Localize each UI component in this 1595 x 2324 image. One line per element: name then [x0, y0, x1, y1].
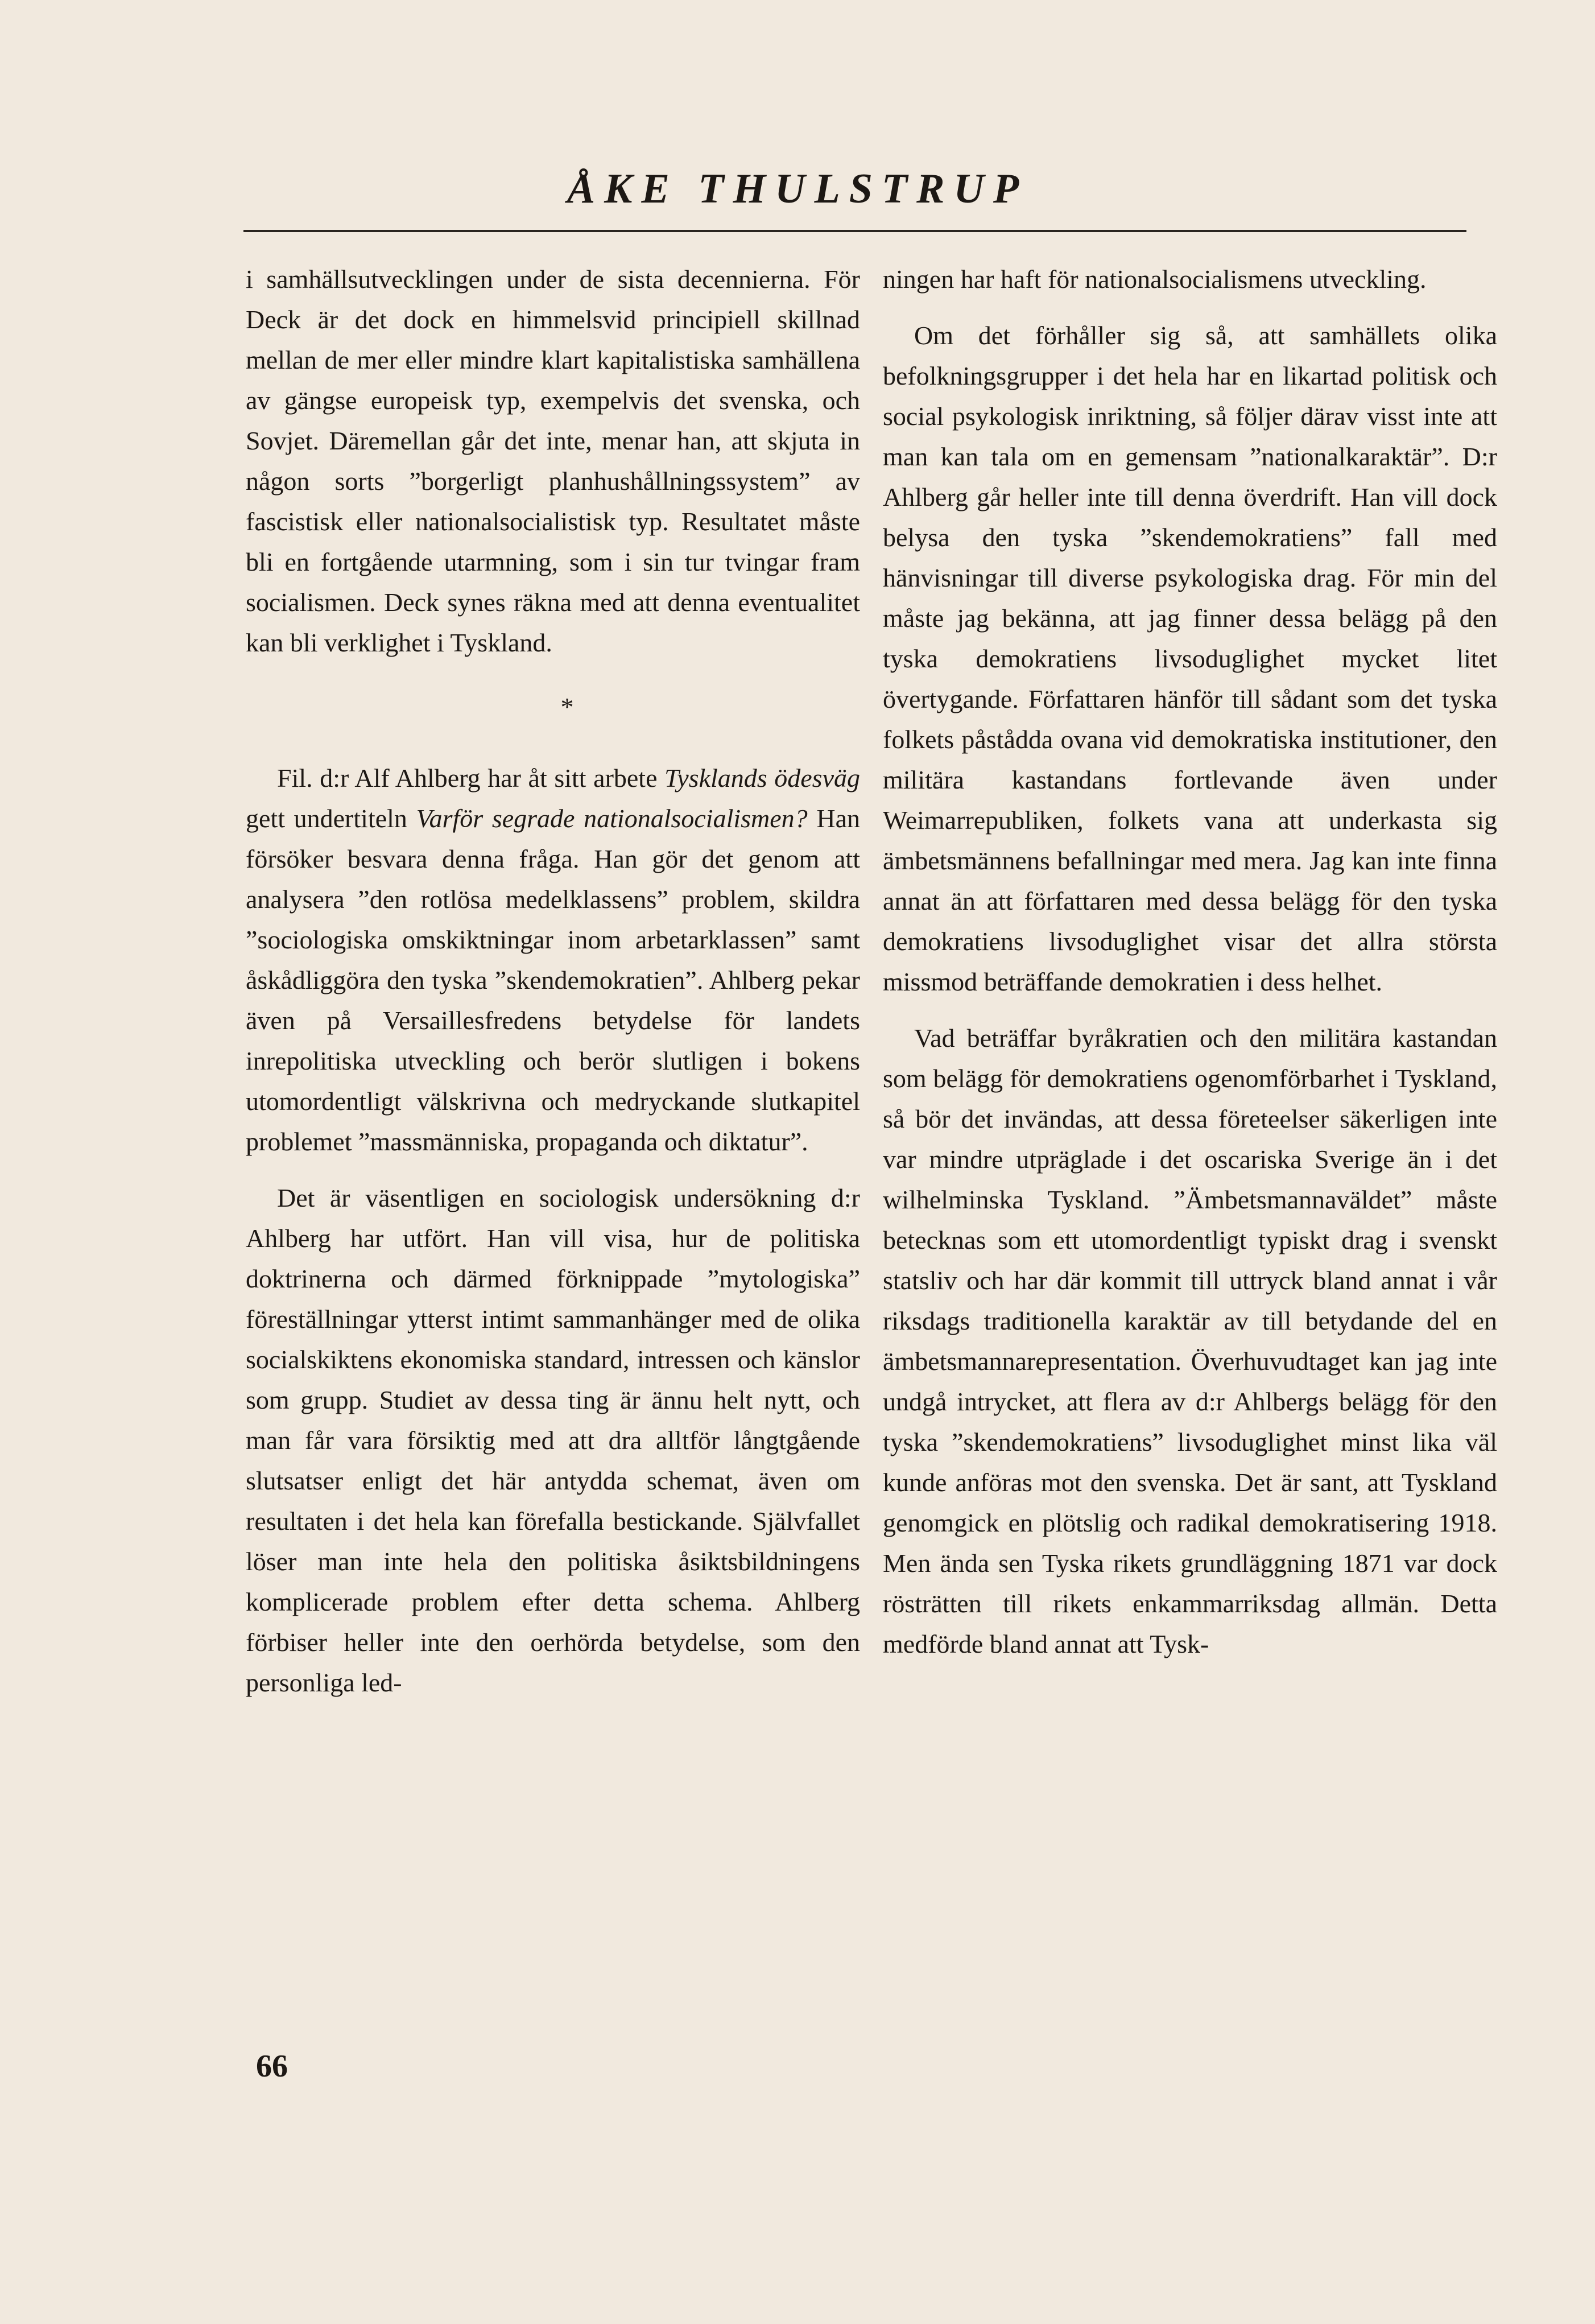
- text-span: gett undertiteln: [246, 804, 416, 833]
- paragraph: ningen har haft för nationalsocialismens utveckling.: [883, 265, 1427, 294]
- paragraph: i samhällsutvecklingen under de sista decennierna. För Deck är det dock en himmelsvid principiell skillnad mellan de mer eller mindre klart kapitalistiska samhällena av gängse europeisk typ, exempelvis det svenska, och Sovjet. Däremellan går det inte, menar han, att skjuta in någon sorts ”borgerligt planhushållningssystem” av fascistisk eller nationalsocialistisk typ. Resultatet måste bli en fortgående utarmning, som i sin tur tvingar fram socialismen. Deck synes räkna med att denna eventualitet kan bli verklighet i Tyskland.: [246, 265, 860, 657]
- text-span: Fil. d:r Alf Ahlberg har åt sitt arbete: [277, 763, 665, 792]
- paragraph: Det är väsentligen en sociologisk undersökning d:r Ahlberg har utfört. Han vill visa, hur de politiska doktrinerna och därmed förknippade ”mytologiska” föreställningar ytterst intimt sammanhänger med de olika socialskiktens ekonomiska standard, intressen och känslor som grupp. Studiet av dessa ting är ännu helt nytt, och man får vara försiktig med att dra alltför långtgående slutsatser enligt det här antydda schemat, även om resultaten i det hela kan förefalla bestickande. Självfallet löser man inte hela den politiska åsiktsbildningens komplicerade problem efter detta schema. Ahlberg förbiser heller inte den oerhörda betydelse, som den personliga led-: [246, 1183, 860, 1697]
- page-number: 66: [256, 2049, 288, 2084]
- paragraph: Om det förhåller sig så, att samhällets olika befolkningsgrupper i det hela har en likartad politisk och social psykologisk inriktning, så följer därav visst inte att man kan tala om en gemensam ”nationalkaraktär”. D:r Ahlberg går heller inte till denna överdrift. Han vill dock belysa den tyska ”skendemokratiens” fall med hänvisningar till diverse psykologiska drag. För min del måste jag bekänna, att jag finner dessa belägg på den tyska demokratiens livsoduglighet mycket litet övertygande. Författaren hänför till sådant som det tyska folkets påstådda ovana vid demokratiska institutioner, den militära kastandans fortlevande även under Weimarrepubliken, folkets vana att underkasta sig ämbetsmännens befallningar med mera. Jag kan inte finna annat än att författaren med dessa belägg för den tyska demokratiens livsoduglighet visar det allra största missmod beträffande demokratien i dess helhet.: [883, 321, 1497, 996]
- header-rule: [243, 230, 1466, 232]
- book-title: Tysklands ödesväg: [664, 763, 860, 792]
- left-column: [246, 259, 860, 1703]
- right-column: [883, 259, 1497, 1664]
- paragraph: [246, 758, 860, 1162]
- paragraph: Vad beträffar byråkratien och den militära kastandan som belägg för demokratiens ogenomförbarhet i Tyskland, så bör det invändas, att dessa företeelser säkerligen inte var mindre utpräglade i det oscariska Sverige än i det wilhelminska Tyskland. ”Ämbetsmannaväldet” måste betecknas som ett utomordentligt typiskt drag i svenskt statsliv och har där kommit till uttryck bland annat i vår riksdags traditionella karaktär av till betydande del en ämbetsmannarepresentation. Överhuvudtaget kan jag inte undgå intrycket, att flera av d:r Ahlbergs belägg för den tyska ”skendemokratiens” livsoduglighet minst lika väl kunde anföras mot den svenska. Det är sant, att Tyskland genomgick en plötslig och radikal demokratisering 1918. Men ända sen Tyska rikets grundläggning 1871 var dock rösträtten till rikets enkammarriksdag allmän. Detta medförde bland annat att Tysk-: [883, 1023, 1497, 1658]
- section-separator: *: [560, 692, 574, 721]
- text-span: Han försöker besvara denna fråga. Han gör det genom att analysera ”den rotlösa medelklassens” problem, skildra ”sociologiska omskiktningar inom arbetarklassen” samt åskådliggöra den tyska ”skendemokratien”. Ahlberg pekar även på Versaillesfredens betydelse för landets inrepolitiska utveckling och berör slutligen i bokens utomordentligt välskrivna och medryckande slutkapitel problemet ”massmänniska, propaganda och diktatur”.: [246, 804, 860, 1156]
- running-header: ÅKE THULSTRUP: [567, 166, 1028, 212]
- book-subtitle: Varför segrade nationalsocialismen?: [416, 804, 808, 833]
